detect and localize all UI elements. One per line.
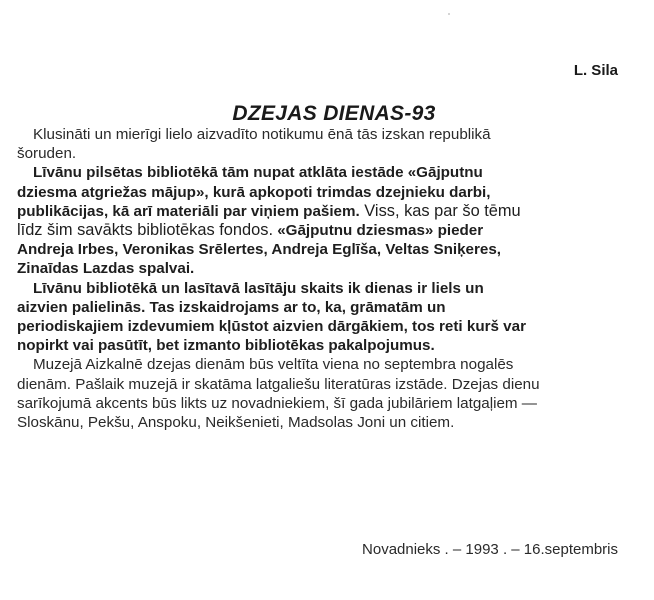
text-line: aizvien palielinās. Tas izskaidrojams ar to, ka, grāmatām un xyxy=(17,298,446,316)
text-line: Līvānu bibliotēkā un lasītavā lasītāju skaits ik dienas ir liels un xyxy=(33,279,484,297)
article-body xyxy=(17,125,627,432)
normal-segment: līdz šim savākts bibliotēkas fondos. xyxy=(17,221,273,240)
bold-segment: publikācijas, kā arī materiāli par viņiem pašiem. xyxy=(17,202,360,220)
text-line: nopirkt vai pasūtīt, bet izmanto bibliotēkas pakalpojumus. xyxy=(17,337,435,355)
text-line: Muzejā Aizkalnē dzejas dienām būs veltīta viena no septembra nogalēs xyxy=(33,356,514,374)
text-line: dienām. Pašlaik muzejā ir skatāma latgaliešu literatūras izstāde. Dzejas dienu xyxy=(17,375,540,393)
text-line: Klusināti un mierīgi lielo aizvadīto notikumu ēnā tās izskan republikā xyxy=(33,126,491,143)
source-citation: Novadnieks . – 1993 . – 16.septembris xyxy=(362,541,618,558)
scan-speck xyxy=(448,13,450,15)
text-line: Andreja Irbes, Veronikas Srēlertes, Andreja Eglīša, Veltas Sniķeres, xyxy=(17,241,501,259)
text-line-mixed xyxy=(1,202,627,221)
paragraph-2 xyxy=(17,163,627,278)
text-line: periodiskajiem izdevumiem kļūstot aizvien dārgākiem, tos reti kurš var xyxy=(17,318,526,336)
paragraph-3 xyxy=(17,279,627,356)
paragraph-1 xyxy=(17,125,627,163)
text-line: šoruden. xyxy=(17,145,77,163)
bold-segment: «Gājputnu dziesmas» pieder xyxy=(273,222,484,240)
text-line: Līvānu pilsētas bibliotēkā tām nupat atklāta iestāde «Gājputnu xyxy=(33,164,483,182)
paragraph-4 xyxy=(17,355,627,432)
article-title: DZEJAS DIENAS-93 xyxy=(232,102,436,125)
text-line-mixed xyxy=(1,221,627,240)
text-line: dziesma atgriežas mājup», kurā apkopoti trimdas dzejnieku darbi, xyxy=(17,183,491,201)
text-line: sarīkojumā akcents būs likts uz novadniekiem, šī gada jubilāriem latgaļiem — xyxy=(17,394,537,412)
normal-segment: Viss, kas par šo tēmu xyxy=(359,201,521,220)
author-name: L. Sila xyxy=(573,62,618,79)
text-line: Zinaīdas Lazdas spalvai. xyxy=(17,260,195,278)
text-line: Sloskānu, Pekšu, Anspoku, Neikšenieti, Madsolas Joni un citiem. xyxy=(17,414,455,432)
